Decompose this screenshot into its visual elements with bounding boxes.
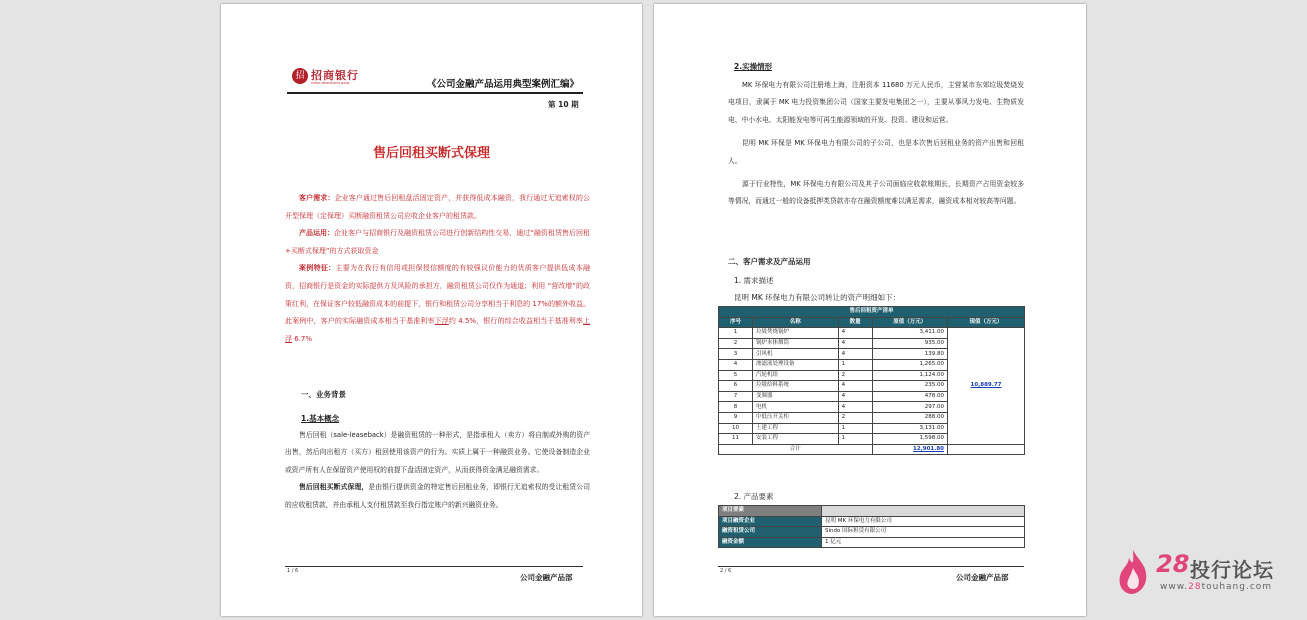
- document-page-1: [221, 4, 642, 616]
- total-label: 合计: [719, 444, 873, 455]
- subsection-heading: 1.基本概念: [301, 414, 340, 423]
- bank-logo-subtitle: CHINA MERCHANTS BANK: [311, 81, 350, 85]
- paragraph: 源于行业特性，MK 环保电力有限公司及其子公司面临应收款账期长，长期资产占用资金较多等情况，而通过一般的设备抵押类贷款亦存在融资额度难以满足需求，融资成本相对较高等问题。: [728, 180, 1024, 206]
- body-text: [285, 427, 590, 514]
- paragraph: 售后回租（sale-leaseback）是融资租赁的一种形式，是指承租人（卖方）将自制或外购的资产出售，然后向出租方（买方）租回使用该资产的行为。实质上属于一种融资业务。它使设备制造企业或资产所有人在保留资产使用权的前提下盘活固定资产，从而获得资金满足融资需求。: [285, 431, 590, 474]
- table-row: 4 渗滤液处理设备 1 1,265.00: [719, 359, 1025, 370]
- product-elements-table: [718, 505, 1025, 548]
- watermark-number: 28: [1156, 550, 1190, 578]
- table-row: 融资金额 1 亿元: [719, 537, 1025, 548]
- table-row: 5 汽轮机组 2 1,124.00: [719, 370, 1025, 381]
- table-row: 11 安装工程 1 1,598.00: [719, 434, 1025, 445]
- flame-icon: [1116, 548, 1150, 596]
- table-intro: 昆明 MK 环保电力有限公司转让的资产明细如下：: [734, 293, 901, 302]
- document-page-2: [654, 4, 1086, 616]
- table-row: 6 垃圾给料系统 4 235.00: [719, 381, 1025, 392]
- product-usage: 产品运用：企业客户与招商银行及融资租赁公司进行创新结构性交易，通过“融资租赁售后回租+买断式保理”的方式获取资金: [285, 229, 590, 255]
- present-value-link[interactable]: 10,889.77: [970, 382, 1002, 389]
- page-number: 1 / 6: [287, 568, 299, 574]
- total-value-link[interactable]: 12,901.80: [913, 446, 944, 453]
- header-title: 《公司金融产品运用典型案例汇编》: [427, 79, 580, 90]
- body-text: [728, 77, 1024, 211]
- table-row: 3 引风机 4 139.80: [719, 349, 1025, 360]
- table-row: 1 垃圾焚烧锅炉 4 3,411.00 10,889.77: [719, 328, 1025, 339]
- table-header: 现值（万元）: [948, 317, 1025, 328]
- issue-number: 第 10 期: [548, 100, 579, 109]
- customer-need: 客户需求：企业客户通过售后回租盘活固定资产，并获得低成本融资，我行通过无追索权的公开型保理（定保理）买断融资租赁公司应收企业客户的租赁款。: [285, 194, 590, 220]
- watermark-name: 投行论坛: [1190, 558, 1274, 582]
- header-rule: [287, 92, 583, 94]
- paragraph: MK 环保电力有限公司注册地上海，注册资本 11680 万元人民币，主营某市东郊垃圾焚烧发电项目，隶属于 MK 电力投资集团公司（国家主要发电集团之一），主要从事风力发电、生物质发电、中小水电、太阳能发电等可再生能源领域的开发、投资、建设和运营。: [728, 81, 1024, 124]
- section-heading: 二、客户需求及产品运用: [728, 257, 811, 266]
- table-row: 9 中低压开关柜 2 288.00: [719, 412, 1025, 423]
- present-value-cell: [948, 328, 1025, 445]
- bank-logo-icon: 招: [292, 68, 308, 84]
- table-title: 售后回租资产清单: [719, 307, 1025, 318]
- watermark-url: www.28touhang.com: [1160, 582, 1273, 592]
- subsection-heading: 2.实操情形: [734, 62, 773, 71]
- table-header: 数量: [838, 317, 872, 328]
- table-row: 2 锅炉本体烟筒 4 935.00: [719, 338, 1025, 349]
- table-row: 项目融资企业 昆明 MK 环保电力有限公司: [719, 516, 1025, 527]
- section-heading: 一、业务背景: [301, 390, 346, 399]
- doc-title: 售后回租买断式保理: [372, 146, 490, 161]
- table-row: 8 电机 4 297.00: [719, 402, 1025, 413]
- table-row: 融资租赁公司 Sindo 国际租赁有限公司: [719, 527, 1025, 538]
- footer-department: 公司金融产品部: [956, 573, 1009, 582]
- elements-header: 项目要素: [719, 506, 822, 517]
- table-row: 7 变频器 4 478.00: [719, 391, 1025, 402]
- bank-logo-name: 招商银行: [311, 69, 359, 82]
- footer-department: 公司金融产品部: [520, 573, 573, 582]
- case-feature: 案例特征：主要为在我行有信用或担保授信额度的有较强议价能力的优质客户提供低成本融资，招商银行是资金的实际提供方及风险的承担方，融资租赁公司仅作为通道；利用 “营改增”的政策红利，在保证客户较低融资成本的前提下，银行和租赁公司分享相当于利息的 17%的额外收益。此案例中，客户的实际融资成本相当于基准利率下浮约 4.5%，银行的综合收益相当于基准利率上浮 6.7%: [285, 264, 591, 343]
- table-total-row: [719, 444, 1025, 455]
- subsection-heading: 2. 产品要素: [734, 492, 774, 501]
- footer-rule: [718, 566, 1024, 567]
- table-header: 名称: [752, 317, 838, 328]
- subsection-heading: 1. 需求描述: [734, 276, 774, 285]
- table-header: 序号: [719, 317, 753, 328]
- summary-block: [285, 190, 590, 348]
- total-value-cell: [872, 444, 947, 455]
- paragraph: 售后回租买断式保理，是由银行提供资金的特定售后回租业务，即银行无追索权的受让租赁公司的应收租赁款，并由承租人支付租赁款至我行指定账户的新兴融资业务。: [285, 483, 591, 509]
- page-number: 2 / 6: [720, 568, 732, 574]
- table-header: 原值（万元）: [872, 317, 947, 328]
- asset-table: [718, 306, 1025, 455]
- forum-watermark: [1110, 544, 1300, 600]
- footer-rule: [285, 566, 583, 567]
- table-row: 10 土建工程 1 3,131.00: [719, 423, 1025, 434]
- paragraph: 昆明 MK 环保是 MK 环保电力有限公司的子公司，也是本次售后回租业务的资产出售和回租人。: [728, 139, 1024, 165]
